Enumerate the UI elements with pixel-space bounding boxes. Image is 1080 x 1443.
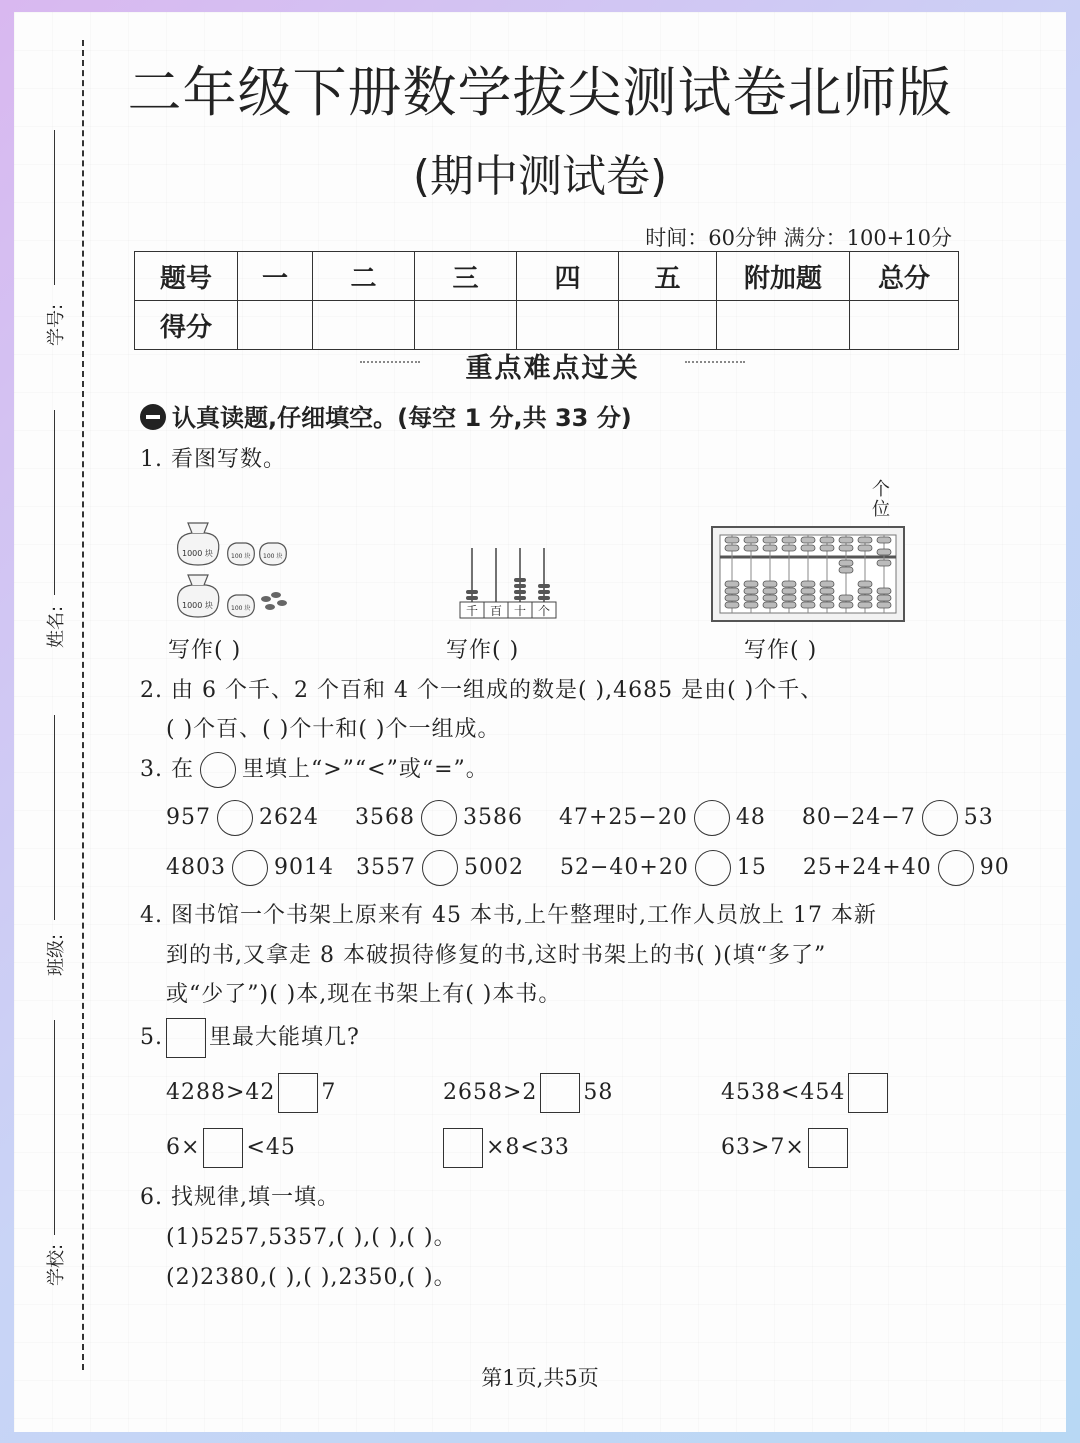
money-bags-illustration bbox=[170, 515, 295, 620]
question-1: 1. 看图写数。 bbox=[140, 447, 286, 472]
compare-circle[interactable] bbox=[422, 850, 458, 886]
q3-expr: 3557 bbox=[356, 855, 416, 880]
score-cell bbox=[717, 301, 850, 350]
score-header-cell: 四 bbox=[517, 252, 619, 301]
score-header-cell: 题号 bbox=[135, 252, 238, 301]
school-line bbox=[54, 1020, 55, 1235]
q1-answer-2[interactable]: 写作( ) bbox=[446, 638, 520, 663]
q5-expr: 7 bbox=[321, 1080, 337, 1105]
name-line bbox=[54, 410, 55, 595]
q5-item-c bbox=[721, 1073, 891, 1113]
score-header-cell: 五 bbox=[619, 252, 717, 301]
score-header-cell: 总分 bbox=[850, 252, 959, 301]
compare-circle[interactable] bbox=[421, 800, 457, 836]
q3-expr: 47+25−20 bbox=[559, 805, 688, 830]
score-cell bbox=[313, 301, 415, 350]
q5-item-f bbox=[721, 1128, 851, 1168]
score-table bbox=[134, 251, 959, 350]
bag-label-small: 100 块 bbox=[231, 553, 251, 560]
score-cell bbox=[238, 301, 313, 350]
score-header-cell: 一 bbox=[238, 252, 313, 301]
q5-expr: ×8<33 bbox=[486, 1135, 570, 1160]
score-cell bbox=[850, 301, 959, 350]
question-5-num: 5. bbox=[140, 1025, 163, 1050]
banner-text: 重点难点过关 bbox=[465, 353, 640, 384]
question-3-post: 里填上“>”“<”或“=”。 bbox=[241, 757, 489, 782]
binding-dashed-line bbox=[82, 40, 84, 1370]
question-2-line-1: 2. 由 6 个千、2 个百和 4 个一组成的数是( ),4685 是由( )个千、 bbox=[140, 678, 824, 703]
question-2-line-2: ( )个百、( )个十和( )个一组成。 bbox=[166, 717, 501, 742]
score-cell bbox=[517, 301, 619, 350]
q5-expr: 6× bbox=[166, 1135, 201, 1160]
page-title: 二年级下册数学拔尖测试卷北师版 bbox=[127, 61, 953, 124]
q3-row-1 bbox=[166, 800, 994, 836]
q3-expr: 25+24+40 bbox=[802, 855, 932, 880]
answer-box[interactable] bbox=[848, 1073, 888, 1113]
q3-expr: 52−40+20 bbox=[560, 855, 689, 880]
q3-expr: 48 bbox=[735, 805, 766, 830]
abacus-ones-label: 个位 bbox=[872, 479, 891, 520]
answer-box[interactable] bbox=[443, 1128, 483, 1168]
q1-answer-1[interactable]: 写作( ) bbox=[168, 638, 242, 663]
question-4-line-1: 4. 图书馆一个书架上原来有 45 本书,上午整理时,工作人员放上 17 本新 bbox=[140, 903, 877, 928]
question-6-line-1: (1)5257,5357,( ),( ),( )。 bbox=[166, 1225, 457, 1250]
name-label: 姓名: bbox=[46, 605, 68, 649]
section-number-one-icon bbox=[140, 404, 166, 430]
question-6-line-2: (2)2380,( ),( ),2350,( )。 bbox=[166, 1265, 457, 1290]
score-table-header-row bbox=[135, 252, 959, 301]
answer-box[interactable] bbox=[808, 1128, 848, 1168]
question-5 bbox=[140, 1018, 360, 1058]
q1-answer-3[interactable]: 写作( ) bbox=[744, 638, 818, 663]
score-header-cell: 附加题 bbox=[717, 252, 850, 301]
class-line bbox=[54, 715, 55, 920]
rod-label-ones: 个 bbox=[537, 604, 551, 618]
score-header-cell: 三 bbox=[415, 252, 517, 301]
q3-expr: 3586 bbox=[463, 805, 523, 830]
q3-expr: 3568 bbox=[355, 805, 415, 830]
rod-label-thousands: 千 bbox=[465, 604, 479, 618]
section-1-title: 认真读题,仔细填空。(每空 1 分,共 33 分) bbox=[172, 404, 632, 432]
q3-expr: 9014 bbox=[274, 855, 334, 880]
compare-circle[interactable] bbox=[217, 800, 253, 836]
answer-box[interactable] bbox=[203, 1128, 243, 1168]
rod-label-hundreds: 百 bbox=[489, 604, 503, 618]
exam-meta: 时间：60分钟 满分：100+10分 bbox=[645, 226, 952, 250]
q5-expr: 58 bbox=[583, 1080, 614, 1105]
school-label: 学校: bbox=[46, 1243, 68, 1287]
bag-label: 1000 块 bbox=[182, 549, 213, 558]
compare-circle[interactable] bbox=[922, 800, 958, 836]
bag-label-small: 100 块 bbox=[231, 605, 251, 612]
score-header-cell: 二 bbox=[313, 252, 415, 301]
q5-item-d bbox=[166, 1128, 296, 1168]
question-3 bbox=[140, 752, 489, 788]
bag-label: 1000 块 bbox=[182, 601, 213, 610]
counting-rods-illustration bbox=[458, 540, 558, 622]
question-4-line-3: 或“少了”)( )本,现在书架上有( )本书。 bbox=[166, 982, 562, 1007]
question-5-text: 里最大能填几? bbox=[209, 1025, 360, 1050]
q5-item-b bbox=[443, 1073, 613, 1113]
q3-row-2 bbox=[166, 850, 1010, 886]
q3-expr: 2624 bbox=[259, 805, 319, 830]
compare-circle[interactable] bbox=[695, 850, 731, 886]
q3-expr: 90 bbox=[979, 855, 1010, 880]
section-1-heading bbox=[140, 398, 632, 433]
q3-expr: 5002 bbox=[464, 855, 524, 880]
compare-circle[interactable] bbox=[232, 850, 268, 886]
q5-expr: 4538<454 bbox=[721, 1080, 846, 1105]
question-4-line-2: 到的书,又拿走 8 本破损待修复的书,这时书架上的书( )(填“多了” bbox=[166, 943, 827, 968]
q5-expr: 4288>42 bbox=[166, 1080, 276, 1105]
rod-label-tens: 十 bbox=[513, 604, 527, 618]
compare-circle[interactable] bbox=[938, 850, 974, 886]
page-footer: 第1页,共5页 bbox=[481, 1366, 599, 1390]
q3-expr: 957 bbox=[166, 805, 211, 830]
compare-circle-icon bbox=[200, 752, 236, 788]
q3-expr: 4803 bbox=[166, 855, 226, 880]
question-6: 6. 找规律,填一填。 bbox=[140, 1185, 340, 1210]
question-3-pre: 3. 在 bbox=[140, 757, 194, 782]
class-label: 班级: bbox=[46, 933, 68, 977]
answer-box[interactable] bbox=[278, 1073, 318, 1113]
section-banner bbox=[360, 346, 745, 384]
abacus-illustration bbox=[710, 525, 906, 623]
compare-circle[interactable] bbox=[694, 800, 730, 836]
score-cell bbox=[415, 301, 517, 350]
bag-label-small: 100 块 bbox=[263, 553, 283, 560]
student-no-label: 学号: bbox=[46, 303, 68, 347]
q3-expr: 53 bbox=[963, 805, 994, 830]
page-subtitle: (期中测试卷) bbox=[412, 151, 668, 202]
q5-expr: <45 bbox=[246, 1135, 296, 1160]
answer-box-icon bbox=[166, 1018, 206, 1058]
answer-box[interactable] bbox=[540, 1073, 580, 1113]
q3-expr: 15 bbox=[736, 855, 767, 880]
score-cell bbox=[619, 301, 717, 350]
score-table-score-row bbox=[135, 301, 959, 350]
q5-item-a bbox=[166, 1073, 336, 1113]
q5-expr: 63>7× bbox=[721, 1135, 805, 1160]
q5-expr: 2658>2 bbox=[443, 1080, 538, 1105]
q5-item-e bbox=[440, 1128, 570, 1168]
score-row-label: 得分 bbox=[135, 301, 238, 350]
q3-expr: 80−24−7 bbox=[801, 805, 916, 830]
